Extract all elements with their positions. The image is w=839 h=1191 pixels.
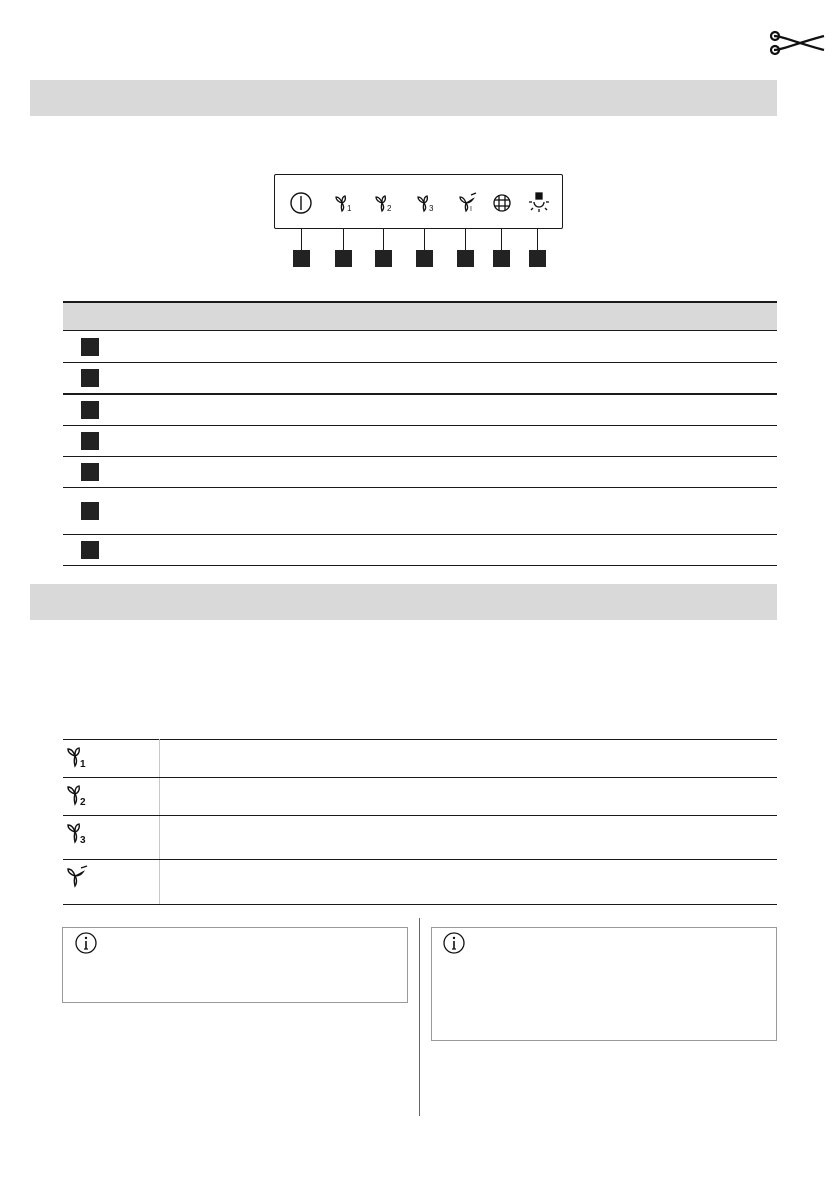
light-icon[interactable] <box>526 190 552 216</box>
table-divider <box>63 330 777 331</box>
speed-table-divider <box>63 859 777 860</box>
callout-marker-3 <box>375 250 392 267</box>
table-row-marker-3 <box>81 401 99 419</box>
table-row-marker-6 <box>81 502 99 520</box>
speed-table-divider <box>63 815 777 816</box>
callout-line-6 <box>501 229 502 250</box>
table-row-marker-1 <box>81 338 99 356</box>
svg-text:3: 3 <box>429 204 434 213</box>
fan-speed-1-icon[interactable] <box>331 190 357 216</box>
svg-text:3: 3 <box>80 835 86 846</box>
table-divider <box>63 362 777 363</box>
info-box-left <box>62 927 408 1003</box>
table-row-marker-4 <box>81 432 99 450</box>
svg-text:1: 1 <box>347 204 352 213</box>
table-row-marker-7 <box>81 541 99 559</box>
section-header-bar-1 <box>30 80 777 116</box>
fan-speed-3-icon[interactable] <box>413 190 439 216</box>
table-divider <box>63 534 777 535</box>
callout-marker-5 <box>457 250 474 267</box>
column-divider <box>419 918 420 1116</box>
callout-marker-7 <box>529 250 546 267</box>
callout-marker-6 <box>493 250 510 267</box>
fan-speed-1-icon <box>65 744 91 770</box>
svg-text:1: 1 <box>80 759 86 770</box>
callout-line-5 <box>465 229 466 250</box>
callout-line-2 <box>343 229 344 250</box>
boost-icon[interactable] <box>455 190 481 216</box>
speed-table-top-line <box>63 739 777 740</box>
scissors-icon <box>768 28 828 58</box>
section-header-bar-2 <box>30 584 777 620</box>
svg-text:2: 2 <box>387 204 392 213</box>
table-divider <box>63 425 777 426</box>
table-divider <box>63 487 777 488</box>
callout-line-7 <box>537 229 538 250</box>
grid-filter-icon[interactable] <box>489 190 515 216</box>
svg-text:I: I <box>470 206 472 213</box>
speed-table-column-divider <box>159 739 160 904</box>
table-row-marker-2 <box>81 369 99 387</box>
speed-table-bottom-line <box>63 904 777 905</box>
callout-marker-4 <box>416 250 433 267</box>
fan-speed-2-icon[interactable] <box>371 190 397 216</box>
callout-line-3 <box>383 229 384 250</box>
boost-icon <box>65 864 91 890</box>
callout-line-4 <box>424 229 425 250</box>
table-row-marker-5 <box>81 463 99 481</box>
callout-marker-1 <box>293 250 310 267</box>
table-divider <box>63 565 777 566</box>
info-icon <box>74 931 98 955</box>
speed-table-divider <box>63 777 777 778</box>
callout-marker-2 <box>335 250 352 267</box>
svg-text:2: 2 <box>80 797 86 808</box>
power-icon[interactable] <box>288 190 314 216</box>
table-divider <box>63 393 777 395</box>
info-box-right <box>431 927 777 1041</box>
callout-line-1 <box>301 229 302 250</box>
info-icon <box>442 931 466 955</box>
fan-speed-3-icon <box>65 820 91 846</box>
description-table-header <box>63 301 777 330</box>
table-divider <box>63 456 777 457</box>
fan-speed-2-icon <box>65 782 91 808</box>
control-panel <box>274 174 563 229</box>
